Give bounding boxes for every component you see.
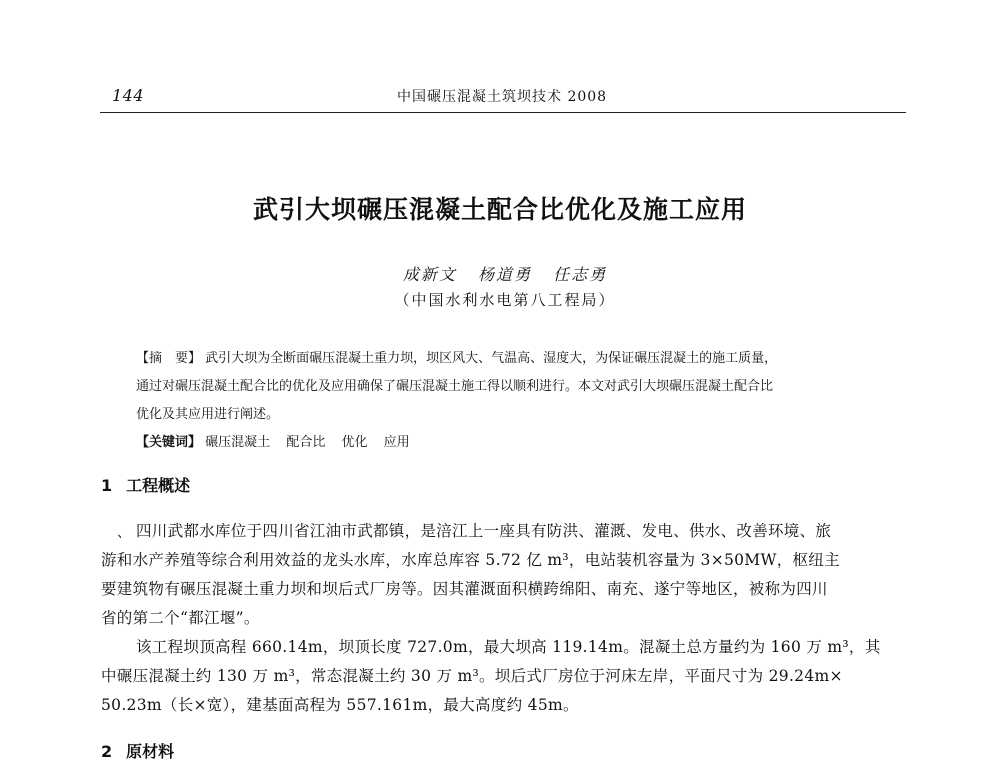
header-rule bbox=[100, 112, 906, 113]
body-line: 省的第二个“都江堰”。 bbox=[101, 609, 260, 627]
abstract-line: 优化及其应用进行阐述。 bbox=[136, 407, 280, 422]
section-number: 1 bbox=[101, 476, 113, 495]
keywords bbox=[136, 431, 422, 450]
section-heading-2 bbox=[101, 739, 174, 762]
body-line: 50.23m（长×宽），建基面高程为 557.161m，最大高度约 45m。 bbox=[101, 696, 579, 714]
affiliation: （中国水利水电第八工程局） bbox=[394, 291, 616, 309]
keyword: 碾压混凝土 bbox=[205, 435, 271, 450]
journal-name: 中国碾压混凝土筑坝技术 2008 bbox=[397, 89, 608, 105]
body-line: 该工程坝顶高程 660.14m，坝顶长度 727.0m，最大坝高 119.14m。混凝土总方量约为 160 万 m³，其 bbox=[136, 638, 881, 656]
section-title: 工程概述 bbox=[126, 476, 191, 495]
section-number: 2 bbox=[101, 742, 113, 761]
body-line: 要建筑物有碾压混凝土重力坝和坝后式厂房等。因其灌溉面积横跨绵阳、南充、遂宁等地区，被称为四川 bbox=[101, 580, 828, 598]
keyword: 优化 bbox=[341, 435, 368, 450]
keyword: 配合比 bbox=[286, 435, 326, 450]
body-line: 中碾压混凝土约 130 万 m³，常态混凝土约 30 万 m³。坝后式厂房位于河床左岸，平面尺寸为 29.24m× bbox=[101, 667, 843, 685]
page-number: 144 bbox=[112, 86, 145, 105]
keywords-label: 【关键词】 bbox=[136, 435, 202, 450]
section-heading-1 bbox=[101, 473, 190, 496]
keyword: 应用 bbox=[383, 435, 410, 450]
paper-title: 武引大坝碾压混凝土配合比优化及施工应用 bbox=[252, 195, 747, 224]
bullet-mark: 、 bbox=[117, 525, 131, 541]
body-line: 游和水产养殖等综合利用效益的龙头水库，水库总库容 5.72 亿 m³，电站装机容量为 3×50MW，枢纽主 bbox=[101, 551, 840, 569]
authors: 成新文 杨道勇 任志勇 bbox=[402, 265, 608, 284]
section-title: 原材料 bbox=[126, 742, 175, 761]
abstract-line: 【摘 要】 武引大坝为全断面碾压混凝土重力坝，坝区风大、气温高、湿度大，为保证碾压混凝土的施工质量， bbox=[136, 351, 778, 366]
abstract-line: 通过对碾压混凝土配合比的优化及应用确保了碾压混凝土施工得以顺利进行。本文对武引大坝碾压混凝土配合比 bbox=[136, 379, 774, 394]
body-line: 四川武都水库位于四川省江油市武都镇，是涪江上一座具有防洪、灌溉、发电、供水、改善环境、旅 bbox=[136, 522, 832, 540]
